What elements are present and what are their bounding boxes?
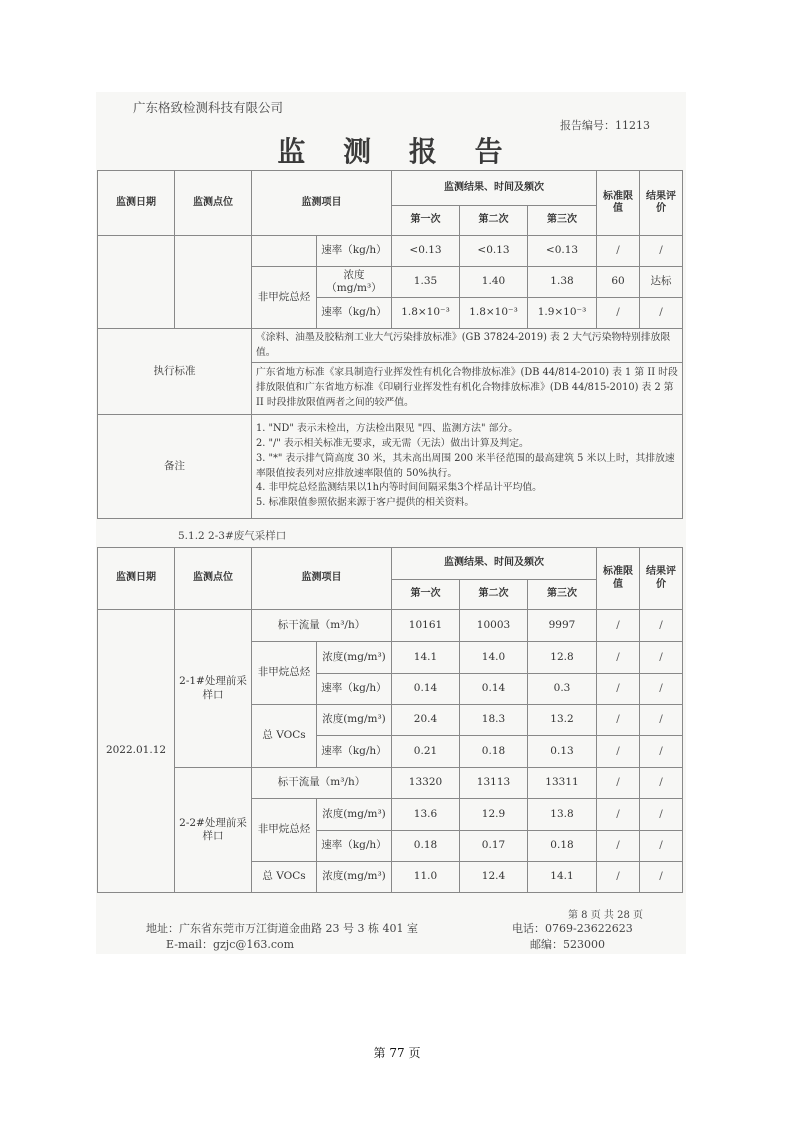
standard-label: 执行标准: [98, 329, 252, 415]
header-results: 监测结果、时间及频次: [392, 171, 597, 206]
header-limit: 标准限值: [597, 548, 640, 610]
limit-cell: /: [597, 799, 640, 831]
eval-cell: 达标: [640, 267, 683, 298]
eval-cell: /: [640, 642, 683, 674]
header-date: 监测日期: [98, 171, 175, 236]
remarks-label: 备注: [98, 415, 252, 519]
param-cell: 速率（kg/h）: [317, 831, 392, 862]
value-cell: 12.8: [528, 642, 597, 674]
header-third: 第三次: [528, 580, 597, 610]
param-cell: 浓度(mg/m³): [317, 862, 392, 893]
limit-cell: /: [597, 642, 640, 674]
header-date: 监测日期: [98, 548, 175, 610]
results-table-1: [97, 170, 683, 519]
value-cell: 1.8×10⁻³: [460, 298, 528, 329]
remark-item: 2. "/" 表示相关标准无要求，或无需（无法）做出计算及判定。: [256, 438, 529, 450]
footer-phone: 电话：0769-23622623: [512, 922, 633, 935]
value-cell: 14.1: [392, 642, 460, 674]
header-limit: 标准限值: [597, 171, 640, 236]
eval-cell: /: [640, 736, 683, 768]
header-point: 监测点位: [175, 171, 252, 236]
value-cell: 1.9×10⁻³: [528, 298, 597, 329]
header-second: 第二次: [460, 206, 528, 236]
value-cell: <0.13: [460, 236, 528, 267]
remarks-text: [252, 415, 683, 519]
footer-address: 地址：广东省东莞市万江街道金曲路 23 号 3 栋 401 室: [146, 922, 418, 935]
standard-text-2: 广东省地方标准《家具制造行业挥发性有机化合物排放标准》(DB 44/814-2010) 表 1 第 II 时段排放限值和广东省地方标准《印刷行业挥发性有机化合物排放标准》(DB 44/815-2010) 表 2 第 II 时段排放限值两者之间的较严值。: [252, 363, 683, 415]
value-cell: 1.40: [460, 267, 528, 298]
value-cell: 10003: [460, 610, 528, 642]
limit-cell: /: [597, 736, 640, 768]
value-cell: 13320: [392, 768, 460, 799]
value-cell: 0.13: [528, 736, 597, 768]
value-cell: 1.8×10⁻³: [392, 298, 460, 329]
value-cell: 0.17: [460, 831, 528, 862]
group-cell: 非甲烷总烃: [252, 267, 317, 329]
value-cell: 13.6: [392, 799, 460, 831]
header-third: 第三次: [528, 206, 597, 236]
param-cell: 浓度(mg/m³): [317, 642, 392, 674]
footer-postal: 邮编：523000: [530, 938, 605, 951]
param-cell: 标干流量（m³/h）: [252, 768, 392, 799]
eval-cell: /: [640, 831, 683, 862]
value-cell: 18.3: [460, 705, 528, 736]
header-item: 监测项目: [252, 171, 392, 236]
eval-cell: /: [640, 236, 683, 267]
eval-cell: /: [640, 799, 683, 831]
table-row: [98, 236, 683, 267]
footer-email: E-mail：gzjc@163.com: [166, 938, 295, 951]
eval-cell: /: [640, 862, 683, 893]
value-cell: 11.0: [392, 862, 460, 893]
remarks-row: [98, 415, 683, 519]
limit-cell: /: [597, 831, 640, 862]
param-cell: 速率（kg/h）: [317, 736, 392, 768]
value-cell: 13113: [460, 768, 528, 799]
limit-cell: /: [597, 298, 640, 329]
limit-cell: /: [597, 705, 640, 736]
value-cell: 10161: [392, 610, 460, 642]
value-cell: 0.14: [392, 674, 460, 705]
table-row: [98, 610, 683, 642]
remark-item: 3. "*" 表示排气筒高度 30 米，其未高出周围 200 米半径范围的最高建筑 5 米以上时，其排放速率限值按表列对应排放速率限值的 50%执行。: [256, 452, 675, 479]
group-cell: 非甲烷总烃: [252, 642, 317, 705]
param-cell: 浓度(mg/m³): [317, 799, 392, 831]
section-title: 5.1.2 2-3#废气采样口: [178, 530, 287, 542]
value-cell: <0.13: [392, 236, 460, 267]
value-cell: 1.35: [392, 267, 460, 298]
value-cell: 13.2: [528, 705, 597, 736]
eval-cell: /: [640, 298, 683, 329]
param-cell: 浓度（mg/m³）: [317, 267, 392, 298]
point-cell: 2-1#处理前采样口: [175, 610, 252, 768]
value-cell: 1.38: [528, 267, 597, 298]
limit-cell: /: [597, 674, 640, 705]
header-results: 监测结果、时间及频次: [392, 548, 597, 580]
param-cell: 速率（kg/h）: [317, 674, 392, 705]
company-name: 广东格致检测科技有限公司: [133, 100, 284, 115]
value-cell: 0.21: [392, 736, 460, 768]
eval-cell: /: [640, 674, 683, 705]
value-cell: 12.9: [460, 799, 528, 831]
value-cell: 13.8: [528, 799, 597, 831]
value-cell: 0.3: [528, 674, 597, 705]
eval-cell: /: [640, 610, 683, 642]
group-cell: 总 VOCs: [252, 862, 317, 893]
eval-cell: /: [640, 705, 683, 736]
limit-cell: 60: [597, 267, 640, 298]
standard-text-1: 《涂料、油墨及胶粘剂工业大气污染排放标准》(GB 37824-2019) 表 2 大气污染物特别排放限值。: [252, 329, 683, 363]
point-cell: [175, 236, 252, 329]
value-cell: 9997: [528, 610, 597, 642]
value-cell: 0.14: [460, 674, 528, 705]
value-cell: 14.0: [460, 642, 528, 674]
group-cell: 非甲烷总烃: [252, 799, 317, 862]
report-number: 报告编号：11213: [560, 119, 650, 132]
value-cell: 20.4: [392, 705, 460, 736]
remark-item: 4. 非甲烷总烃监测结果以1h内等时间间隔采集3个样品计平均值。: [256, 482, 542, 494]
value-cell: 14.1: [528, 862, 597, 893]
limit-cell: /: [597, 768, 640, 799]
header-first: 第一次: [392, 206, 460, 236]
header-eval: 结果评价: [640, 171, 683, 236]
header-eval: 结果评价: [640, 548, 683, 610]
remark-item: 5. 标准限值参照依据来源于客户提供的相关资料。: [256, 496, 475, 508]
value-cell: <0.13: [528, 236, 597, 267]
param-cell: 标干流量（m³/h）: [252, 610, 392, 642]
param-cell: 速率（kg/h）: [317, 236, 392, 267]
page-number: 第 77 页: [373, 1046, 421, 1060]
value-cell: 0.18: [528, 831, 597, 862]
header-second: 第二次: [460, 580, 528, 610]
limit-cell: /: [597, 862, 640, 893]
results-table-2: [97, 547, 683, 893]
standard-row: [98, 329, 683, 363]
eval-cell: /: [640, 768, 683, 799]
date-cell: [98, 236, 175, 329]
param-cell: 速率（kg/h）: [317, 298, 392, 329]
value-cell: 12.4: [460, 862, 528, 893]
header-item: 监测项目: [252, 548, 392, 610]
report-title: 监 测 报 告: [277, 135, 517, 168]
table-row: [98, 768, 683, 799]
remark-item: 1. "ND" 表示未检出，方法检出限见 "四、监测方法" 部分。: [256, 423, 518, 435]
header-point: 监测点位: [175, 548, 252, 610]
param-cell: 浓度(mg/m³): [317, 705, 392, 736]
value-cell: 13311: [528, 768, 597, 799]
value-cell: 0.18: [460, 736, 528, 768]
group-cell: [252, 236, 317, 267]
page-info: 第 8 页 共 28 页: [568, 910, 643, 921]
date-cell: 2022.01.12: [98, 610, 175, 893]
value-cell: 0.18: [392, 831, 460, 862]
group-cell: 总 VOCs: [252, 705, 317, 768]
header-first: 第一次: [392, 580, 460, 610]
point-cell: 2-2#处理前采样口: [175, 768, 252, 893]
limit-cell: /: [597, 236, 640, 267]
limit-cell: /: [597, 610, 640, 642]
